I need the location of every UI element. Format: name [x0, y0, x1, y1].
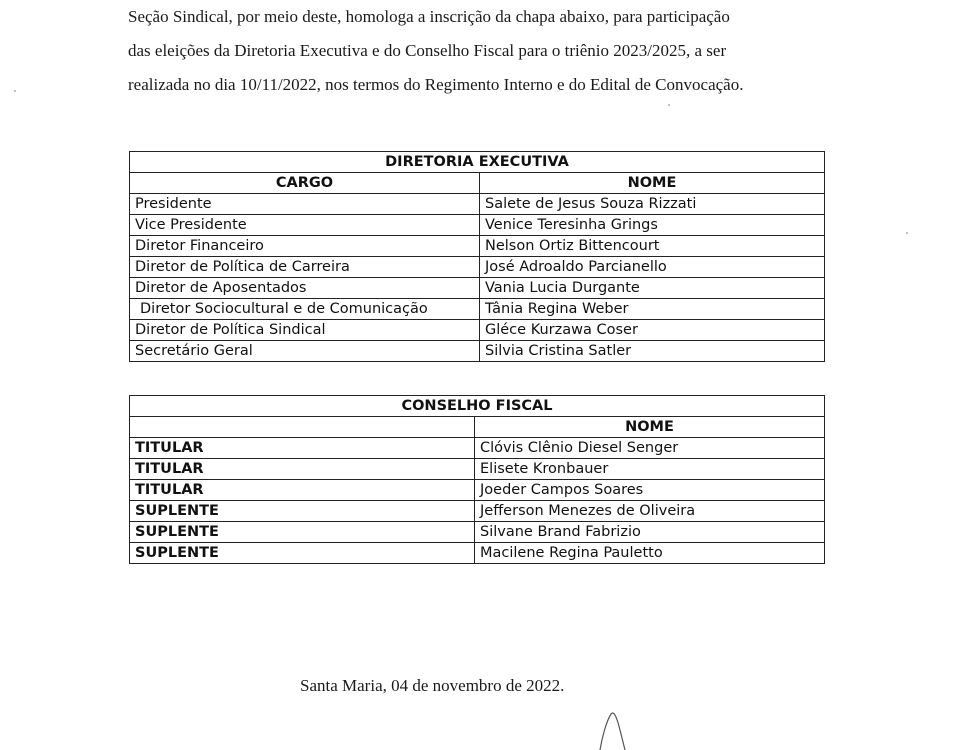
cargo-cell: Vice Presidente: [130, 215, 480, 236]
table-row: [130, 459, 825, 480]
cargo-cell: Diretor Sociocultural e de Comunicação: [130, 299, 480, 320]
nome-cell: Nelson Ortiz Bittencourt: [480, 236, 825, 257]
col-cargo-header-empty: [130, 417, 475, 438]
nome-cell: Macilene Regina Pauletto: [475, 543, 825, 564]
nome-cell: Tânia Regina Weber: [480, 299, 825, 320]
table-row: [130, 236, 825, 257]
table-row: [130, 278, 825, 299]
cargo-cell: Presidente: [130, 194, 480, 215]
nome-cell: Jefferson Menezes de Oliveira: [475, 501, 825, 522]
table-row: [130, 320, 825, 341]
cargo-cell: Diretor de Aposentados: [130, 278, 480, 299]
cargo-cell: TITULAR: [130, 459, 475, 480]
nome-cell: Joeder Campos Soares: [475, 480, 825, 501]
table-row: [130, 522, 825, 543]
cargo-cell: SUPLENTE: [130, 501, 475, 522]
table-row: [130, 543, 825, 564]
table-row: [130, 194, 825, 215]
intro-line: Seção Sindical, por meio deste, homologa a inscrição da chapa abaixo, para participação: [128, 7, 730, 26]
nome-cell: Silvia Cristina Satler: [480, 341, 825, 362]
scan-speck: [906, 232, 908, 234]
scan-speck: [668, 104, 670, 106]
nome-cell: Silvane Brand Fabrizio: [475, 522, 825, 543]
intro-line: realizada no dia 10/11/2022, nos termos do Regimento Interno e do Edital de Convocação.: [128, 75, 744, 94]
table-row: [130, 257, 825, 278]
table-row: [130, 215, 825, 236]
intro-paragraph: [128, 0, 828, 102]
nome-cell: José Adroaldo Parcianello: [480, 257, 825, 278]
cargo-cell: Diretor de Política de Carreira: [130, 257, 480, 278]
signature-mark: [594, 708, 634, 750]
cargo-cell: TITULAR: [130, 480, 475, 501]
conselho-title: CONSELHO FISCAL: [130, 396, 825, 417]
nome-cell: Vania Lucia Durgante: [480, 278, 825, 299]
cargo-cell: Diretor Financeiro: [130, 236, 480, 257]
table-row: [130, 438, 825, 459]
cargo-cell: Secretário Geral: [130, 341, 480, 362]
table-row: [130, 501, 825, 522]
conselho-fiscal-table: [129, 395, 825, 564]
cargo-cell: SUPLENTE: [130, 543, 475, 564]
cargo-cell: SUPLENTE: [130, 522, 475, 543]
col-nome-header: NOME: [475, 417, 825, 438]
nome-cell: Venice Teresinha Grings: [480, 215, 825, 236]
diretoria-title: DIRETORIA EXECUTIVA: [130, 152, 825, 173]
table-row: [130, 299, 825, 320]
nome-cell: Gléce Kurzawa Coser: [480, 320, 825, 341]
place-and-date: Santa Maria, 04 de novembro de 2022.: [300, 676, 565, 695]
nome-cell: Clóvis Clênio Diesel Senger: [475, 438, 825, 459]
col-nome-header: NOME: [480, 173, 825, 194]
cargo-cell: TITULAR: [130, 438, 475, 459]
cargo-cell: Diretor de Política Sindical: [130, 320, 480, 341]
col-cargo-header: CARGO: [130, 173, 480, 194]
intro-line: das eleições da Diretoria Executiva e do Conselho Fiscal para o triênio 2023/2025, a ser: [128, 41, 727, 60]
nome-cell: Elisete Kronbauer: [475, 459, 825, 480]
scan-speck: [14, 90, 16, 92]
diretoria-executiva-table: [129, 151, 825, 362]
table-row: [130, 341, 825, 362]
nome-cell: Salete de Jesus Souza Rizzati: [480, 194, 825, 215]
table-row: [130, 480, 825, 501]
